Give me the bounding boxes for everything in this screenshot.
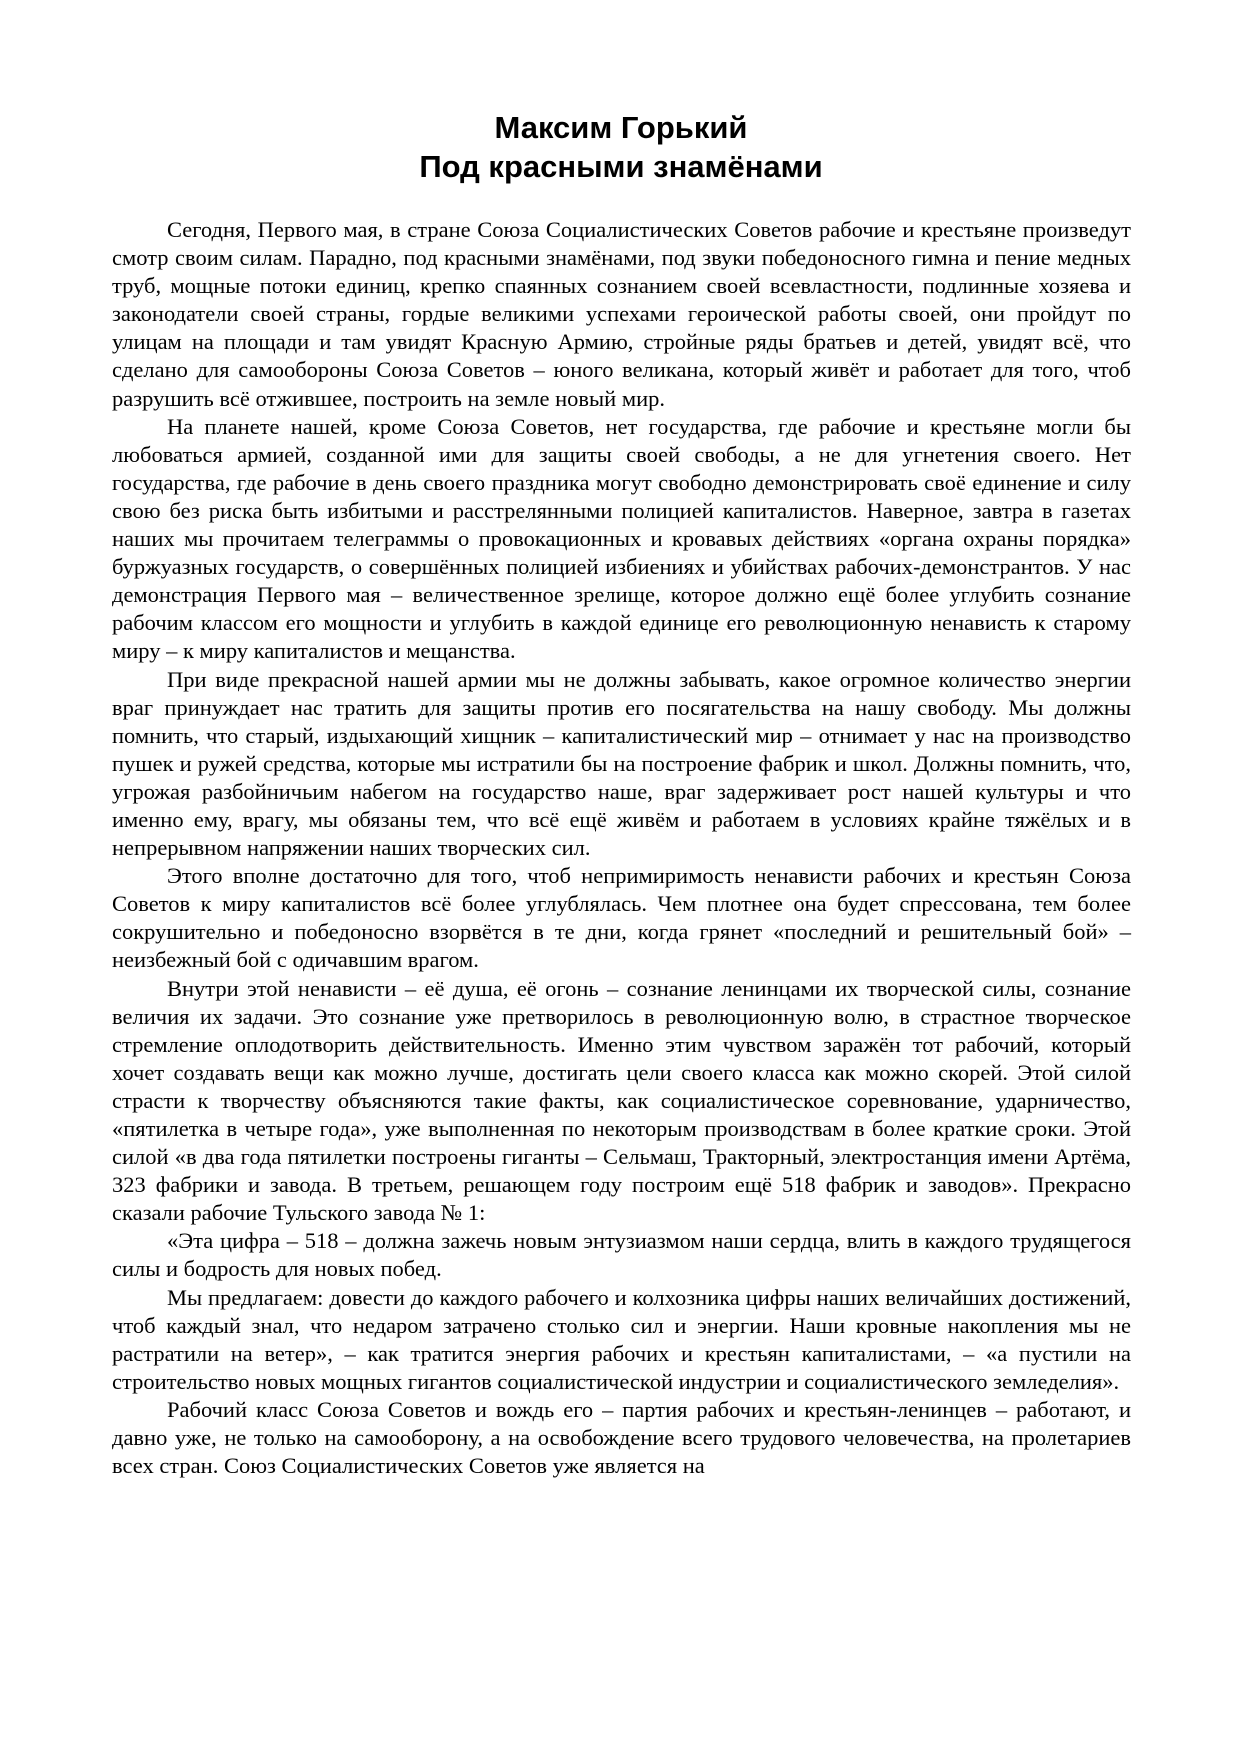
quote-paragraph: «Эта цифра – 518 – должна зажечь новым энтузиазмом наши сердца, влить в каждого трудящегося силы и бодрость для новых побед.	[112, 1228, 1131, 1282]
document-body	[112, 216, 1131, 1480]
paragraph: На планете нашей, кроме Союза Советов, нет государства, где рабочие и крестьяне могли бы любоваться армией, созданной ими для защиты своей свободы, а не для угнетения своего. Нет государства, где рабочие в день своего праздника могут свободно демонстрировать своё единение и силу свою без риска быть избитыми и расстрелянными полицией капиталистов. Наверное, завтра в газетах наших мы прочитаем телеграммы о провокационных и кровавых действиях «органа охраны порядка» буржуазных государств, о совершённых полицией избиениях и убийствах рабочих-демонстрантов. У нас демонстрация Первого мая – величественное зрелище, которое должно ещё более углубить сознание рабочим классом его мощности и углубить в каждой единице его революционную ненависть к старому миру – к миру капиталистов и мещанства.	[112, 413, 1131, 664]
paragraph: При виде прекрасной нашей армии мы не должны забывать, какое огромное количество энергии враг принуждает нас тратить для защиты против его посягательства на нашу свободу. Мы должны помнить, что старый, издыхающий хищник – капиталистический мир – отнимает у нас на производство пушек и ружей средства, которые мы истратили бы на построение фабрик и школ. Должны помнить, что, угрожая разбойничьим набегом на государство наше, враг задерживает рост нашей культуры и что именно ему, врагу, мы обязаны тем, что всё ещё живём и работаем в условиях крайне тяжёлых и в непрерывном напряжении наших творческих сил.	[112, 666, 1131, 861]
paragraph: Рабочий класс Союза Советов и вождь его – партия рабочих и крестьян-ленинцев – работают, и давно уже, не только на самооборону, а на освобождение всего трудового человечества, на пролетариев всех стран. Союз Социалистических Советов уже является на	[112, 1396, 1131, 1479]
author-name: Максим Горький	[494, 110, 748, 145]
document-title: Под красными знамёнами	[419, 149, 823, 184]
paragraph: Этого вполне достаточно для того, чтоб непримиримость ненависти рабочих и крестьян Союза Советов к миру капиталистов всё более углублялась. Чем плотнее она будет спрессована, тем более сокрушительно и победоносно взорвётся в те дни, когда грянет «последний и решительный бой» – неизбежный бой с одичавшим врагом.	[112, 863, 1131, 973]
paragraph: Внутри этой ненависти – её душа, её огонь – сознание ленинцами их творческой силы, сознание величия их задачи. Это сознание уже претворилось в революционную волю, в страстное творческое стремление оплодотворить действительность. Именно этим чувством заражён тот рабочий, который хочет создавать вещи как можно лучше, достигать цели своего класса как можно скорей. Этой силой страсти к творчеству объясняются такие факты, как социалистическое соревнование, ударничество, «пятилетка в четыре года», уже выполненная по некоторым производствам в более краткие сроки. Этой силой «в два года пятилетки построены гиганты – Сельмаш, Тракторный, электростанция имени Артёма, 323 фабрики и завода. В третьем, решающем году построим ещё 518 фабрик и заводов». Прекрасно сказали рабочие Тульского завода № 1:	[112, 975, 1131, 1226]
title-block	[0, 108, 1242, 186]
paragraph: Сегодня, Первого мая, в стране Союза Социалистических Советов рабочие и крестьяне произведут смотр своим силам. Парадно, под красными знамёнами, под звуки победоносного гимна и пение медных труб, мощные потоки единиц, крепко спаянных сознанием своей всевластности, подлинные хозяева и законодатели своей страны, гордые великими успехами героической работы своей, они пройдут по улицам на площади и там увидят Красную Армию, стройные ряды братьев и детей, увидят всё, что сделано для самообороны Союза Советов – юного великана, который живёт и работает для того, чтоб разрушить всё отжившее, построить на земле новый мир.	[112, 217, 1131, 411]
quote-paragraph: Мы предлагаем: довести до каждого рабочего и колхозника цифры наших величайших достижений, чтоб каждый знал, что недаром затрачено столько сил и энергии. Наши кровные накопления мы не растратили на ветер», – как тратится энергия рабочих и крестьян капиталистами, – «а пустили на строительство новых мощных гигантов социалистической индустрии и социалистического земледелия».	[112, 1284, 1131, 1394]
